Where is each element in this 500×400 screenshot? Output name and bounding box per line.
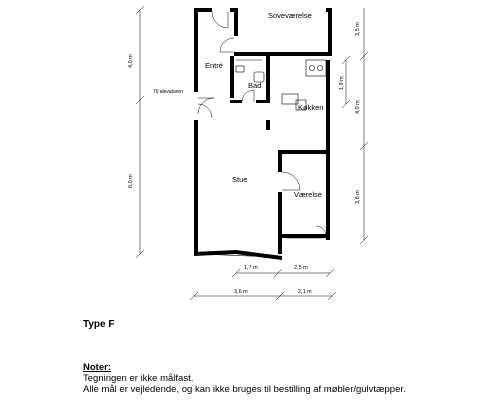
- notes-section: [83, 362, 493, 395]
- notes-heading: Noter:: [83, 362, 111, 373]
- wall-left-upper: [194, 8, 198, 92]
- door-front: [198, 98, 214, 114]
- dim-bottom-outer-left: 3,6 m: [234, 289, 248, 295]
- door-room: [282, 172, 300, 190]
- wall-top-left: [194, 8, 212, 12]
- room-label-stue: Stue: [232, 175, 248, 184]
- wall-bath-left: [230, 56, 234, 98]
- kitchen-sink: [282, 94, 298, 104]
- elevator-label: Til elevatoren: [153, 89, 183, 95]
- notes-line: Tegningen er ikke målfast.: [83, 373, 194, 384]
- dim-bottom-outer-right: 2,1 m: [298, 289, 312, 295]
- room-label-sovevaerelse: Soveværelse: [268, 11, 312, 20]
- dim-bottom-inner-right: 2,5 m: [294, 265, 308, 271]
- wall-living-bottom: [194, 250, 282, 260]
- wall-room-left-upper: [278, 150, 282, 172]
- notes-line: Alle mål er vejledende, og kan ikke bruges til bestilling af møbler/gulvtæpper.: [83, 384, 406, 395]
- kitchen-counter: [306, 60, 326, 76]
- dim-left-bottom: 6,0 m: [128, 174, 134, 188]
- dim-right-bottom: 3,8 m: [355, 190, 361, 204]
- dim-right-mid-small: 1,9 m: [339, 76, 345, 90]
- room-label-bad: Bad: [248, 81, 262, 90]
- dim-right-mid: 4,0 m: [355, 100, 361, 114]
- wall-bath-bottom-right: [256, 100, 270, 103]
- wall-kitchen-stub: [266, 120, 270, 130]
- wall-room-top: [278, 150, 330, 154]
- wall-bath-bottom: [230, 100, 242, 103]
- wall-bath-right: [266, 56, 270, 102]
- wall-room-left-lower: [278, 192, 282, 254]
- wall-room-right: [326, 150, 330, 240]
- door-bath: [242, 90, 254, 102]
- door-entry-top: [212, 12, 228, 28]
- wall-bedroom-bottom: [234, 52, 330, 56]
- dim-right-top: 3,5 m: [355, 22, 361, 36]
- room-label-vaerelse: Værelse: [294, 190, 322, 199]
- room-label-entre: Entré: [205, 61, 223, 70]
- door-bedroom: [220, 38, 234, 52]
- dim-bottom-inner-left: 1,7 m: [244, 265, 258, 271]
- wall-left-lower: [194, 120, 198, 254]
- wall-entry-bedroom: [234, 8, 238, 36]
- room-label-kokken: Køkken: [298, 103, 324, 112]
- wall-room-bottom: [282, 234, 330, 238]
- type-title: Type F: [83, 319, 115, 330]
- bath-toilet: [236, 66, 244, 72]
- stove-burner: [318, 66, 323, 71]
- dim-left-top: 4,0 m: [128, 54, 134, 68]
- stove-burner: [310, 66, 315, 71]
